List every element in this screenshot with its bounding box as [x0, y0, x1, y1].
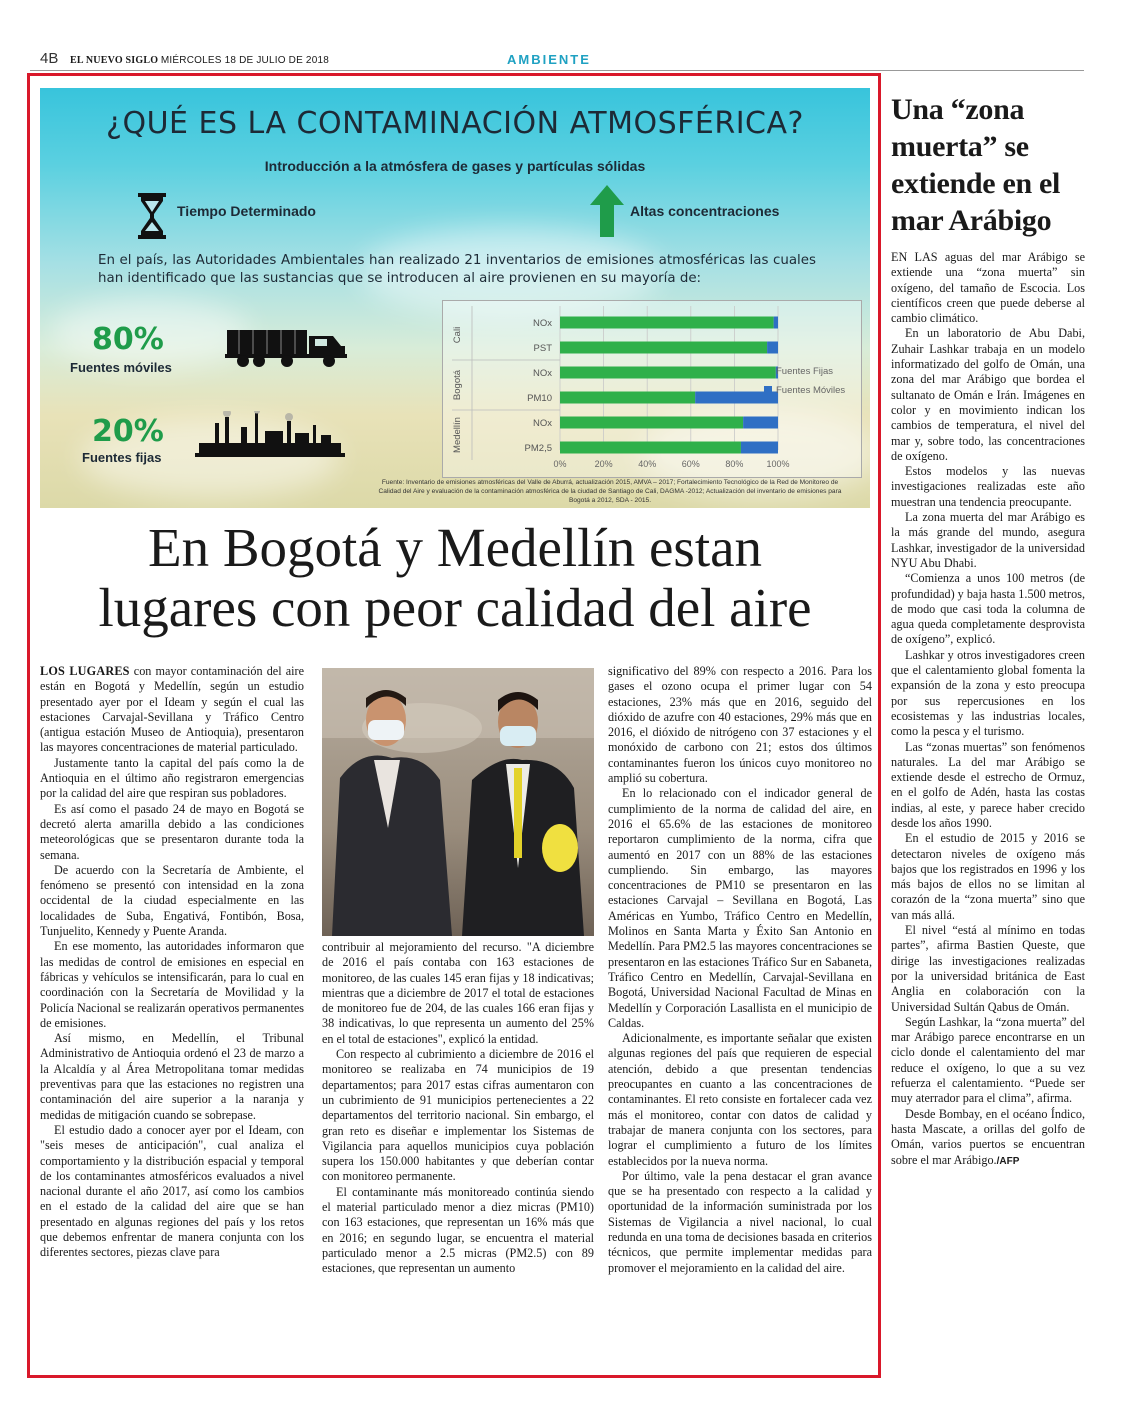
paragraph-text: El contaminante más monitoreado continúa siendo el material particulado menor a diez micras (PM10) con 163 estaciones, que representan un 16% más que en 2016; en segundo lugar, se encuentra el material particulado menor a 2.5 micras (PM2.5) con 89 estaciones, que representan un aumento [322, 1184, 594, 1276]
chart-bar [741, 442, 778, 454]
paragraph-text: contribuir al mejoramiento del recurso. "A diciembre de 2016 el país contaba con 163 estaciones de monitoreo, de las cuales 145 eran fijas y 18 indicativas; mientras que a diciembre de 2017 el total de estaciones de monitoreo fue de 204, de las cuales 166 eran fijas y 38 indicativas, lo que representa un aumento del 25% en el total de estaciones", explicó la entidad. [322, 940, 594, 1046]
chart-group-label: Bogotá [452, 369, 463, 401]
paragraph-text: De acuerdo con la Secretaría de Ambiente, el fenómeno se presentó con intensidad en la zona occidental de la ciudad especialmente en las localidades de Suba, Engativá, Fontibón, Bosa, Tunjuelito, Kennedy y Puente Aranda. [40, 862, 304, 939]
chart-category-label: PST [533, 343, 552, 354]
paragraph-text: Es así como el pasado 24 de mayo en Bogotá se decretó alerta amarilla debido a las condiciones meteorológicas que se presentaron durante toda la semana. [40, 801, 304, 862]
truck-icon [225, 326, 355, 368]
article-paragraph [891, 1107, 1085, 1169]
article-paragraph [40, 756, 304, 802]
article-paragraph [608, 1031, 872, 1169]
chart-category-label: NOx [533, 418, 552, 429]
paragraph-text: En un laboratorio de Abu Dabi, Zuhair Lashkar trabaja en un modelo informatizado del golfo de Omán, una zona del mar Arábigo que bordea el sultanato de Omán e Irán. Imágenes en color y en movimiento indican los cambios de temperatura, el nivel del mar y, sobre todo, las concentraciones de oxígeno. [891, 326, 1085, 463]
time-label: Tiempo Determinado [177, 203, 316, 219]
paragraph-text: Así mismo, en Medellín, el Tribunal Administrativo de Antioquia ordenó el 23 de marzo a la Alcaldía y al Área Metropolitana tomar medidas preventivas para que las estaciones no registren una contaminación del aire superior a la naranja y medidas de mitigación cuando se sobrepase. [40, 1031, 304, 1122]
article-paragraph [891, 510, 1085, 571]
chart-bar [743, 417, 778, 429]
chart-x-tick-label: 100% [766, 459, 790, 469]
up-arrow-icon [590, 185, 624, 237]
paragraph-text: Las “zonas muertas” son fenómenos naturales. La del mar Arábigo se extiende desde el estrecho de Ormuz, en el golfo de Adén, hasta las costas indias, al este, y parece haber crecido desde los años 1990. [891, 739, 1085, 830]
article-column-3 [608, 664, 872, 1276]
factory-icon [195, 411, 345, 461]
article-paragraph [40, 1031, 304, 1123]
paragraph-text: significativo del 89% con respecto a 2016. Para los gases el ozono ocupa el primer lugar con 54 estaciones, 23% más que en 2016, seguido del dióxido de azufre con 40 estaciones, 29% más que en 2016, el dióxido de nitrógeno con 37 estaciones y el monóxido de carbono con 21; estos dos últimos contaminantes fueron los únicos cuyo monitoreo no amplió su cobertura. [608, 664, 872, 786]
paragraph-text: EN LAS aguas del mar Arábigo se extiende una “zona muerta” sin oxígeno, del tamaño de Escocia. Los científicos creen que puede deberse al cambio climático. [891, 250, 1085, 326]
fixed-percentage: 20% [92, 414, 164, 449]
paragraph-text: Por último, vale la pena destacar el gran avance que se ha presentado con respecto a la calidad y oportunidad de la información suministrada por los Sistemas de Vigilancia a nivel nacional, lo cual redunda en una toma de decisiones basada en criterios técnicos, que permite implementar medidas para promover el mejoramiento en la calidad del aire. [608, 1168, 872, 1275]
chart-bar [560, 392, 695, 404]
side-article-title: Una “zona muerta” se extiende en el mar Arábigo [891, 93, 1061, 237]
paragraph-text: Adicionalmente, es importante señalar que existen algunas regiones del país que requieren de especial atención, debido a que presentan tendencias preocupantes en cuanto a las concentraciones de contaminantes. El reto consiste en fortalecer cada vez más el monitoreo, contar con datos de calidad y trabajar de manera conjunta con los sectores, para lograr el cumplimiento a futuro de los límites establecidos por la nueva norma. [608, 1031, 872, 1168]
article-paragraph [40, 939, 304, 1031]
article-paragraph [891, 1015, 1085, 1107]
article-paragraph [608, 786, 872, 1031]
paragraph-text: La zona muerta del mar Arábigo es la más grande del mundo, asegura Lashkar, investigador de la universidad NYU Abu Dhabi. [891, 510, 1085, 570]
hourglass-icon [136, 192, 168, 240]
paragraph-text: El estudio dado a conocer ayer por el Ideam, con "seis meses de anticipación", cual analiza el comportamiento y la distribución espacial y temporal de los contaminantes atmosféricos evaluados a nivel nacional durante el año 2017, así como los cambios en el estado de la calidad del aire que se han presentado en algunas regiones del país y los retos que debemos enfrentar de manera conjunta con los diferentes sectores, piezas clave para [40, 1122, 304, 1260]
paper-name: EL NUEVO SIGLO [70, 55, 159, 66]
chart-category-label: PM10 [527, 393, 552, 404]
newspaper-name [70, 55, 329, 66]
article-paragraph [891, 648, 1085, 740]
article-paragraph [608, 1169, 872, 1276]
section-name: AMBIENTE [507, 52, 591, 67]
news-photo [322, 668, 594, 936]
article-paragraph [891, 326, 1085, 464]
infographic-subtitle: Introducción a la atmósfera de gases y partículas sólidas [264, 158, 646, 174]
headline-line-2: lugares con peor calidad del aire [98, 577, 812, 638]
article-paragraph [891, 250, 1085, 326]
emissions-bar-chart [442, 300, 862, 478]
chart-bar [560, 417, 743, 429]
chart-legend-swatch [764, 386, 772, 394]
people-with-masks-photo [322, 668, 594, 936]
chart-x-tick-label: 40% [638, 459, 657, 469]
chart-bar [560, 342, 767, 354]
infographic-source: Fuente: Inventario de emisiones atmosféricas del Valle de Aburrá, actualización 2015, AMVA – 2017; Fortalecimiento Tecnológico de la Red de Monitoreo de Calidad del Aire y evaluación de la contaminación atmosférica de la ciudad de Santiago de Cali, DAGMA -2012; Actualización del inventario de emisiones para Bogotá a 2012, SDA - 2015. [378, 479, 842, 504]
chart-legend-label: Fuentes Móviles [776, 385, 846, 396]
paragraph-text: Lashkar y otros investigadores creen que el calentamiento global fomenta la expansión de la zona y esto preocupa por sus repercusiones en los ecosistemas y las industrias locales, como la pesca y el turismo. [891, 647, 1085, 739]
chart-x-tick-label: 20% [594, 459, 613, 469]
paragraph-text: El nivel “está al mínimo en todas partes”, afirma Bastien Queste, que dirige las investigaciones realizadas por la universidad británica de East Anglia en colaboración con la Universidad Sultán Qabus de Omán. [891, 923, 1085, 1014]
article-paragraph [891, 464, 1085, 510]
paragraph-text: En el estudio de 2015 y 2016 se detectaron niveles de oxígeno más bajos que los registrados en 1996 y los más bajos de ellos no se limitan al corazón de la “zona muerta” sino que van más allá. [891, 831, 1085, 922]
paragraph-text: En ese momento, las autoridades informaron que las medidas de control de emisiones en especial en fábricas y vehículos se intensificarán, para lo cual en coordinación con la Secretaría de Movilidad y la Policía Nacional se realizarán operativos permanentes de emisiones. [40, 939, 304, 1030]
chart-legend-label: Fuentes Fijas [776, 366, 834, 377]
mobile-percentage: 80% [92, 322, 164, 357]
lead-in-caps: LOS LUGARES [40, 664, 130, 678]
article-column-1 [40, 664, 304, 1261]
article-headline [30, 518, 880, 638]
paragraph-text: En lo relacionado con el indicador general de cumplimiento de la norma de calidad del aire, en 2016 el 65.6% de las estaciones de monitoreo reportaron cumplimiento de la norma, cifra que aumentó en 2017 con un 88% de las estaciones cumpliendo. Sin embargo, las mayores concentraciones de PM10 se presentaron en las estaciones Carvajal – Sevillana en Bogotá, Las Américas en Yumbo, Tráfico Centro en Medellín, Molinos en Santa Marta y Éxito San Antonio en Medellín. Para PM2.5 las mayores concentraciones se presentaron en las estaciones Tráfico Sur en Sabaneta, Tráfico Centro en Medellín, Carvajal-Sevillana en Bogotá, Universidad Nacional Facultad de Minas en Medellín y Corporación Lasallista en el municipio de Caldas. [608, 786, 872, 1030]
infographic-title: ¿QUÉ ES LA CONTAMINACIÓN ATMOSFÉRICA? [106, 106, 804, 141]
chart-category-label: PM2,5 [524, 443, 552, 454]
chart-bar [560, 442, 741, 454]
article-paragraph [40, 802, 304, 863]
chart-x-tick-label: 80% [725, 459, 744, 469]
page-number: 4B [40, 50, 59, 67]
chart-category-label: NOx [533, 318, 552, 329]
chart-group-label: Medellín [452, 417, 463, 453]
article-paragraph [322, 940, 594, 1047]
paragraph-text: Según Lashkar, la “zona muerta” del mar Arábigo parece encontrarse en un ciclo donde el calentamiento del mar reduce el oxígeno, lo que a su vez refuerza el calentamiento. “Puede ser muy aterrador para el clima”, afirma. [891, 1014, 1085, 1106]
article-paragraph [891, 740, 1085, 832]
mobile-label: Fuentes móviles [70, 360, 172, 375]
paragraph-text: con mayor contaminación del aire están en Bogotá y Medellín, según un estudio presentado ayer por el Ideam y según el cual las estaciones Carvajal-Sevillana y Tráfico Centro (antigua estación Museo de Antioquia), presentaron las mayores concentraciones de material particulado. [40, 664, 304, 755]
fixed-label: Fuentes fijas [82, 450, 162, 465]
article-paragraph [40, 863, 304, 939]
paragraph-text: Estos modelos y las nuevas investigaciones realizadas este año muestran una tendencia preocupante. [891, 464, 1085, 509]
infographic-body: En el país, las Autoridades Ambientales han realizado 21 inventarios de emisiones atmosféricas las cuales han identificado que las sustancias que se introducen al aire provienen en su mayoría de: [98, 253, 816, 286]
chart-legend-swatch [764, 367, 772, 375]
paragraph-text: Desde Bombay, en el océano Índico, hasta Mascate, a orillas del golfo de Omán, varios puertos se encuentran sobre el mar Arábigo. [891, 1106, 1085, 1167]
article-column-2 [322, 940, 594, 1277]
chart-bar [774, 317, 778, 329]
chart-x-tick-label: 0% [553, 459, 567, 469]
chart-group-label: Cali [452, 326, 463, 344]
article-paragraph [891, 571, 1085, 647]
chart-bar [767, 342, 778, 354]
article-paragraph [40, 664, 304, 756]
paragraph-text: Justamente tanto la capital del país como la de Antioquia en el último año registraron emergencias por la calidad del aire que respiran sus pobladores. [40, 755, 304, 801]
article-paragraph [40, 1123, 304, 1261]
infographic [40, 88, 870, 508]
chart-category-label: NOx [533, 368, 552, 379]
side-article-body [891, 250, 1085, 1169]
article-paragraph [322, 1047, 594, 1185]
issue-date: MIÉRCOLES 18 DE JULIO DE 2018 [160, 55, 329, 66]
article-paragraph [891, 923, 1085, 1015]
chart-x-tick-label: 60% [681, 459, 700, 469]
chart-bar [560, 317, 774, 329]
agency-signature: /AFP [996, 1155, 1020, 1167]
high-concentration-label: Altas concentraciones [630, 203, 780, 219]
article-paragraph [322, 1185, 594, 1277]
article-paragraph [608, 664, 872, 786]
header-rule [30, 70, 1084, 71]
paragraph-text: Con respecto al cubrimiento a diciembre de 2016 el monitoreo se realizaba en 74 municipios de 19 departamentos; para 2017 estas cifras aumentaron con un cubrimiento de 91 municipios pertenecientes a 22 departamentos del territorio nacional. Sin embargo, el gran reto es diseñar e implementar los Sistemas de Vigilancia para aquellos municipios cuya población supera los 150.000 habitantes y que deberían contar con monitoreo permanente. [322, 1047, 594, 1184]
headline-line-1: En Bogotá y Medellín estan [147, 517, 763, 578]
article-paragraph [891, 831, 1085, 923]
paragraph-text: “Comienza a unos 100 metros (de profundidad) y baja hasta 1.500 metros, de modo que casi toda la columna de agua queda completamente desprovista de oxígeno”, explicó. [891, 571, 1085, 647]
chart-bar [560, 367, 776, 379]
